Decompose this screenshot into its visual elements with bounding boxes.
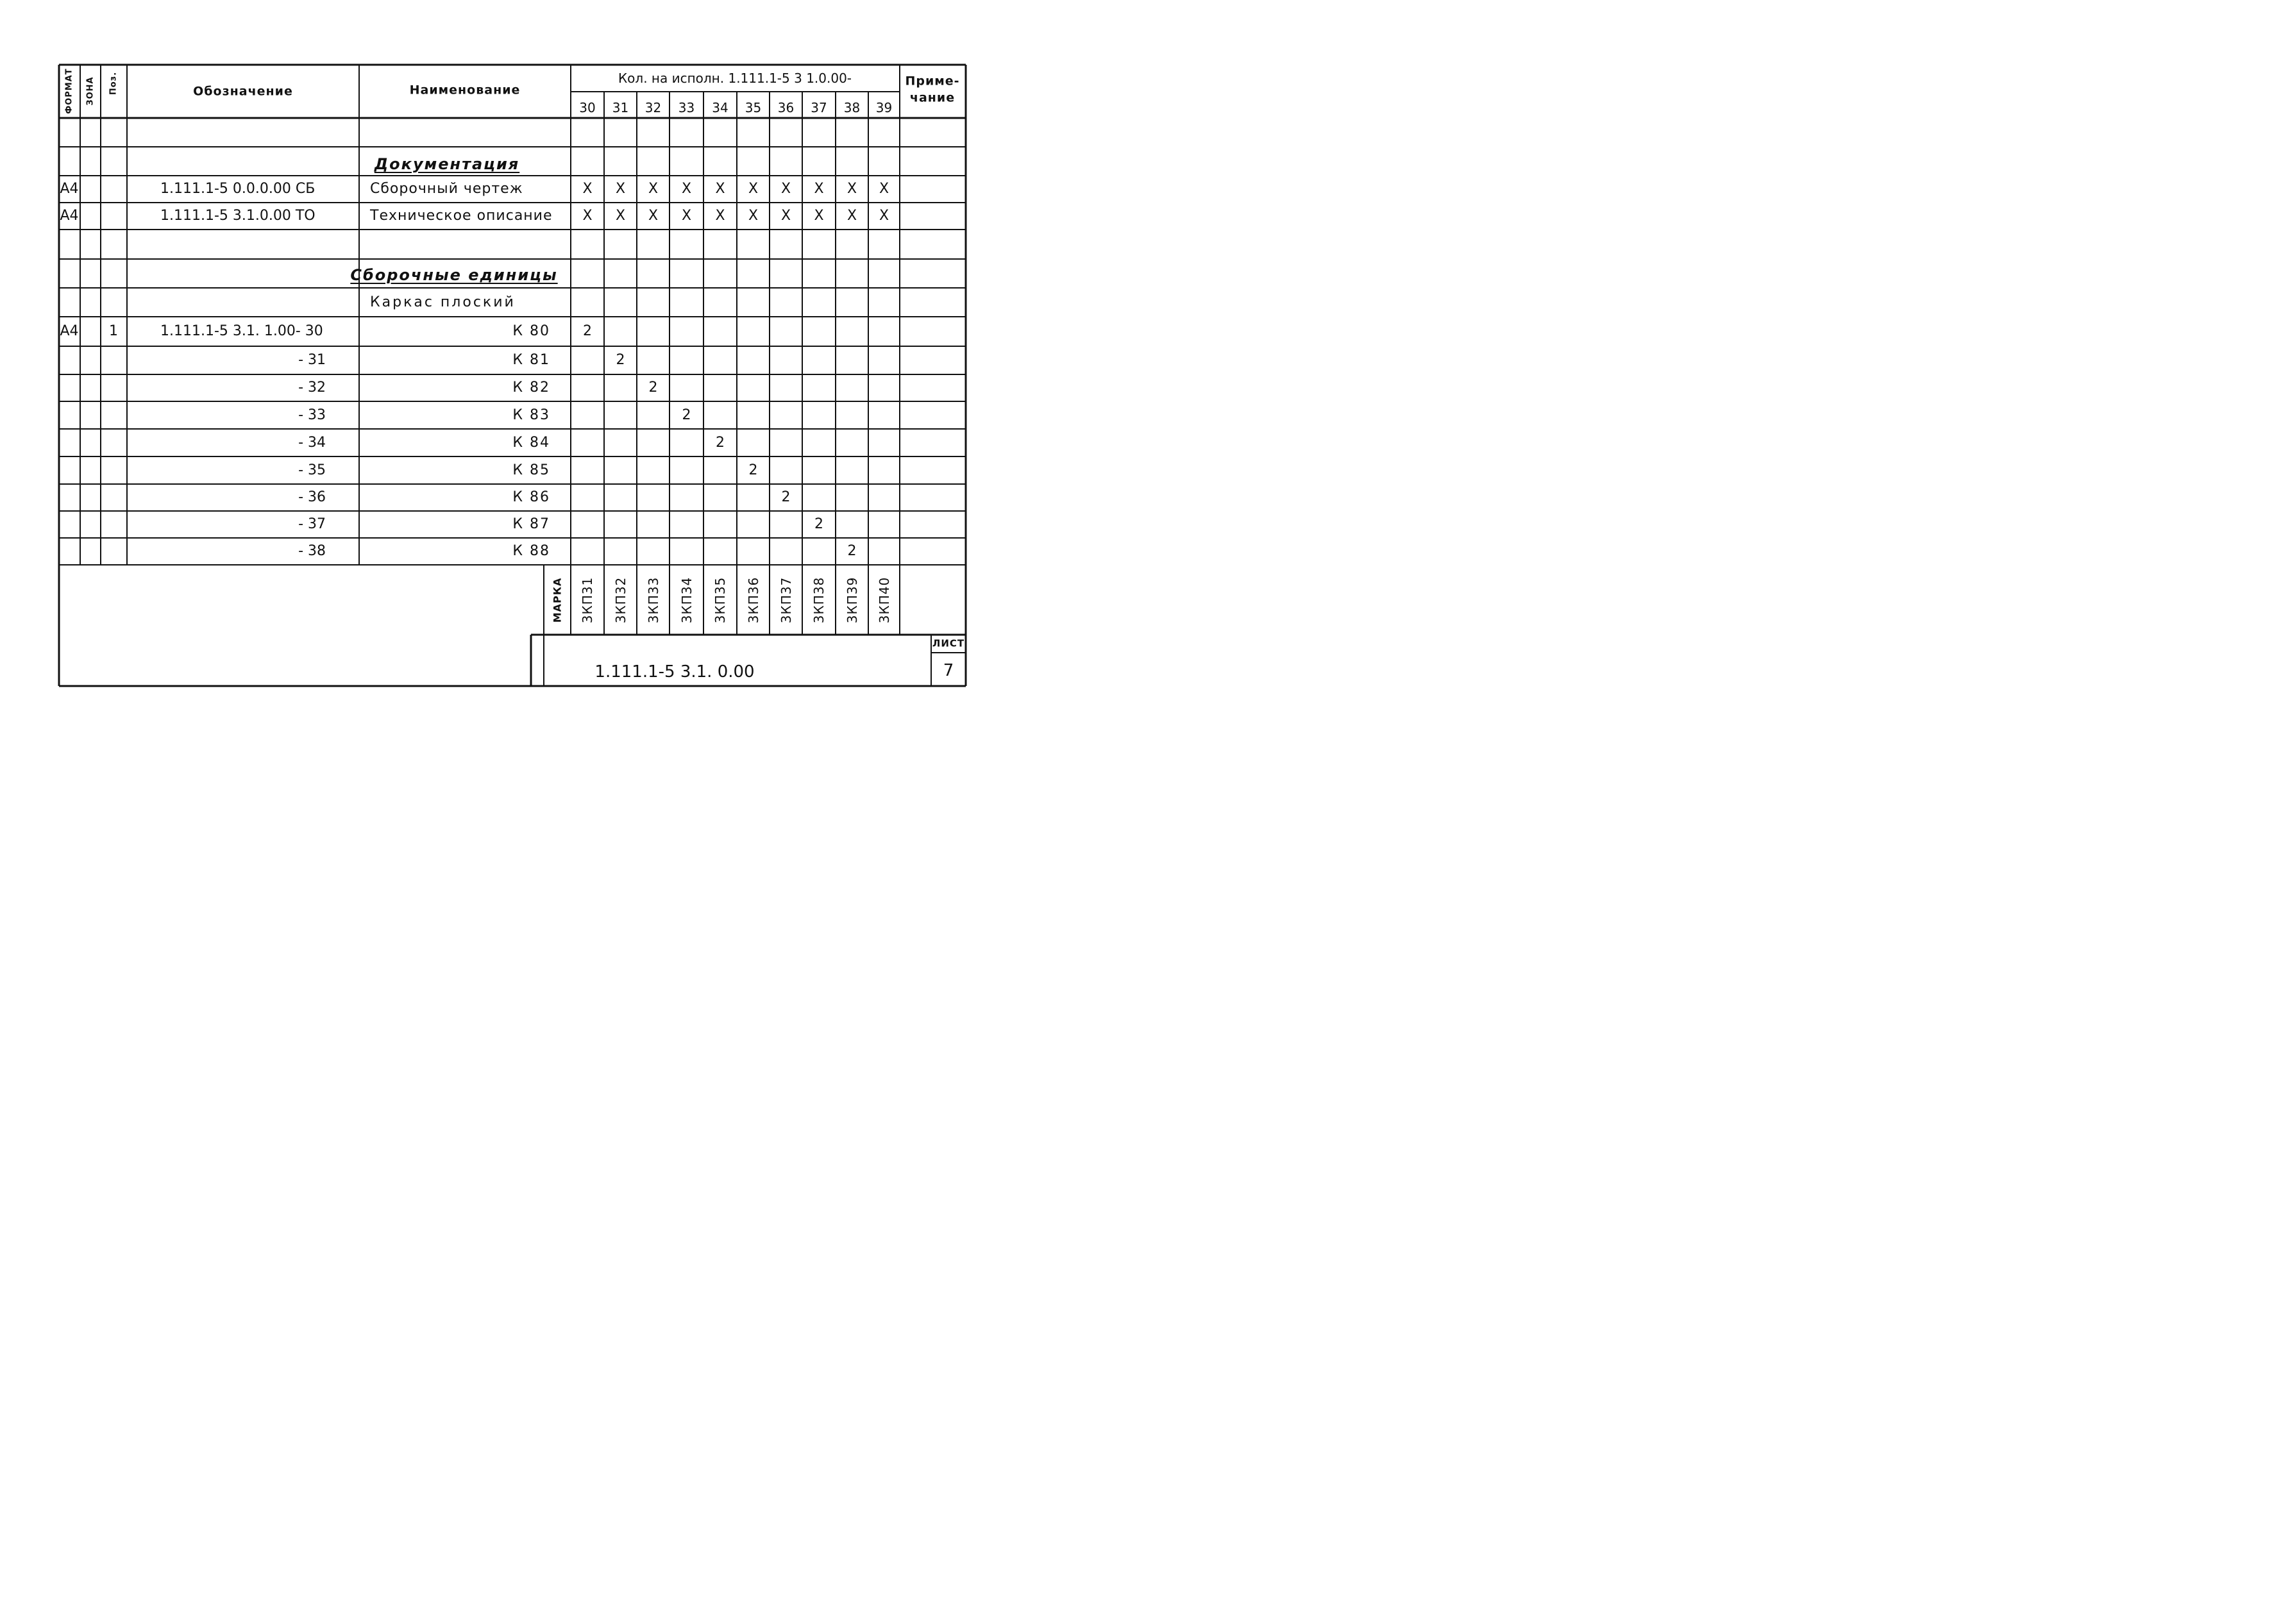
header-note-line2: чание [909, 90, 956, 105]
item-row-name: К 83 [512, 406, 550, 423]
marka-label: МАРКА [551, 577, 564, 623]
title-block-document-code: 1.111.1-5 3.1. 0.00 [594, 662, 755, 682]
doc-row-mark: X [648, 181, 659, 197]
header-variant-34: 34 [712, 100, 729, 115]
doc-row-mark: X [846, 181, 857, 197]
item-row-name: К 86 [512, 489, 550, 505]
item-row-designation: - 34 [298, 434, 326, 451]
doc-row-mark: X [715, 208, 725, 224]
section-assembly-units: Сборочные единицы [350, 265, 558, 284]
item-row-designation: - 33 [298, 406, 326, 423]
section-documentation: Документация [374, 155, 520, 173]
doc-row-mark: X [648, 208, 659, 224]
item-row-quantity: 2 [583, 323, 592, 339]
specification-grid [0, 0, 991, 708]
header-quantity-title: Кол. на исполн. 1.111.1-5 3 1.0.00- [618, 71, 852, 86]
doc-row-mark: X [814, 181, 824, 197]
marka-value: 3КП39 [844, 576, 860, 623]
item-row-quantity: 2 [682, 406, 691, 423]
item-row-name: К 81 [512, 352, 550, 368]
marka-value: 3КП35 [712, 576, 728, 623]
doc-row-mark: X [846, 208, 857, 224]
item-row-designation: - 31 [298, 352, 326, 368]
marka-value: 3КП36 [745, 576, 761, 623]
doc-row-mark: X [715, 181, 725, 197]
section-frame: Каркас плоский [370, 294, 516, 310]
header-variant-38: 38 [843, 100, 861, 115]
item-row-designation: - 32 [298, 380, 326, 396]
header-format: ФОРМАТ [64, 68, 74, 114]
doc-row-mark: X [748, 208, 759, 224]
header-note-line1: Приме- [905, 74, 960, 88]
item-row-name: К 84 [512, 434, 550, 451]
header-name: Наименование [409, 83, 521, 97]
item-row-name: К 82 [512, 380, 550, 396]
doc-row-mark: X [615, 181, 626, 197]
item-row-quantity: 2 [648, 380, 658, 396]
item-row-name: К 85 [512, 462, 550, 478]
header-variant-35: 35 [745, 100, 762, 115]
item-row-quantity: 2 [616, 352, 625, 368]
marka-value: 3КП38 [811, 576, 827, 623]
doc-row-designation: 1.111.1-5 3.1.0.00 ТО [160, 208, 316, 224]
doc-row-mark: X [748, 181, 759, 197]
item-row-quantity: 2 [716, 434, 725, 451]
doc-row-format: А4 [60, 181, 79, 197]
marka-value: 3КП37 [778, 576, 794, 623]
header-variant-31: 31 [612, 100, 629, 115]
item-row-name: К 87 [512, 516, 550, 532]
item-row-designation: - 35 [298, 462, 326, 478]
doc-row-mark: X [681, 181, 692, 197]
item-row-quantity: 2 [781, 489, 791, 505]
item-row-designation: - 36 [298, 489, 326, 505]
title-block-sheet-number: 7 [943, 661, 954, 680]
item-row-designation: 1.111.1-5 3.1. 1.00- 30 [160, 323, 323, 339]
doc-row-name: Техническое описание [370, 208, 553, 224]
doc-row-name: Сборочный чертеж [370, 181, 523, 197]
marka-value: 3КП34 [678, 576, 695, 623]
header-variant-39: 39 [875, 100, 893, 115]
doc-row-mark: X [615, 208, 626, 224]
header-variant-30: 30 [579, 100, 596, 115]
doc-row-mark: X [814, 208, 824, 224]
item-row-quantity: 2 [814, 516, 823, 532]
header-variant-36: 36 [777, 100, 795, 115]
item-row-designation: - 38 [298, 543, 326, 559]
header-zone: ЗОНА [85, 76, 96, 106]
marka-value: 3КП31 [580, 576, 595, 623]
item-row-name: К 80 [512, 323, 550, 339]
item-row-name: К 88 [512, 543, 550, 559]
title-block-sheet-label: ЛИСТ [932, 637, 965, 649]
header-variant-33: 33 [678, 100, 695, 115]
doc-row-mark: X [582, 181, 593, 197]
doc-row-mark: X [780, 181, 791, 197]
marka-value: 3КП32 [612, 576, 628, 623]
item-row-format: А4 [60, 323, 79, 339]
header-pos: Поз. [108, 71, 119, 96]
header-variant-37: 37 [811, 100, 827, 115]
doc-row-format: А4 [60, 208, 79, 224]
marka-value: 3КП33 [645, 576, 661, 623]
doc-row-designation: 1.111.1-5 0.0.0.00 СБ [160, 181, 316, 197]
item-row-designation: - 37 [298, 516, 326, 532]
header-designation: Обозначение [193, 84, 293, 99]
header-variant-32: 32 [644, 100, 662, 115]
item-row-quantity: 2 [847, 543, 857, 559]
marka-value: 3КП40 [876, 576, 892, 623]
doc-row-mark: X [879, 208, 889, 224]
doc-row-mark: X [879, 181, 889, 197]
doc-row-mark: X [780, 208, 791, 224]
doc-row-mark: X [582, 208, 593, 224]
item-row-quantity: 2 [748, 462, 758, 478]
doc-row-mark: X [681, 208, 692, 224]
item-row-pos: 1 [109, 323, 118, 339]
